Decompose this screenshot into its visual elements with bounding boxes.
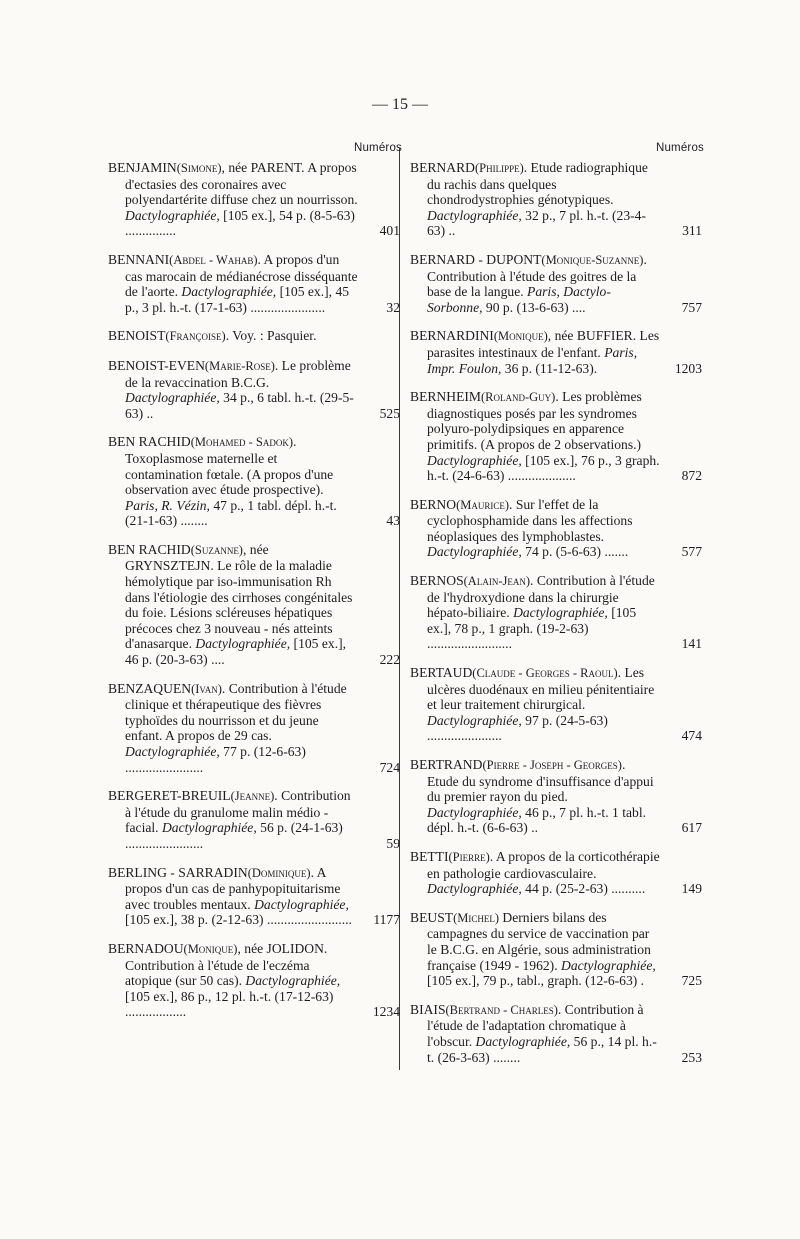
entry-title: . A propos de la corticothérapie en pathologie cardiovasculaire. bbox=[427, 848, 660, 881]
entry-details: 74 p. (5-6-63) ....... bbox=[521, 544, 629, 560]
entry-number: 757 bbox=[681, 299, 702, 315]
entry-title: . Contribution à l'étude de l'adaptation chromatique à l'obscur. bbox=[427, 1001, 644, 1049]
bibliography-entry bbox=[410, 1002, 700, 1065]
entry-publisher: Dactylographiée, bbox=[161, 820, 257, 836]
author-name: BENOIST-EVEN bbox=[108, 357, 205, 373]
entry-details: [105 ex.], 46 p. (20-3-63) .... bbox=[125, 636, 347, 668]
bibliography-entry bbox=[410, 757, 700, 836]
column-header-left: Numéros bbox=[353, 142, 402, 154]
entry-details: 56 p. (24-1-63) ....................... bbox=[125, 820, 343, 851]
entry-publisher: Dactylographiée, bbox=[513, 605, 608, 621]
entry-publisher: Dactylographiée, bbox=[427, 881, 522, 897]
entry-publisher: Dactylographiée, bbox=[125, 207, 220, 223]
entry-number: 1177 bbox=[373, 912, 400, 928]
author-name: BERLING - SARRADIN bbox=[108, 864, 248, 880]
entry-title: . Voy. : bbox=[225, 328, 268, 344]
entry-title: . A propos d'un cas marocain de médianécrose disséquante de l'aorte. bbox=[125, 251, 358, 300]
entry-publisher: Dactylographiée, bbox=[427, 544, 522, 560]
entry-title: Derniers bilans des campagnes du service de vaccination par le B.C.G. en Algérie, sous administration française (1949 - 1962). bbox=[427, 909, 651, 973]
author-given-name: (Suzanne) bbox=[190, 542, 243, 557]
author-name: BEN RACHID bbox=[108, 434, 191, 450]
entry-publisher: Dactylographiée, bbox=[427, 804, 522, 820]
bibliography-entry bbox=[108, 328, 398, 345]
entry-number: 474 bbox=[681, 728, 702, 744]
right-column bbox=[410, 142, 704, 1078]
entry-title: . Contribution à l'étude clinique et thérapeutique des fièvres typhoïdes du nourrisson et du jeune enfant. A propos de 29 cas. bbox=[125, 680, 347, 744]
entry-details: 34 p., 6 tabl. h.-t. (29-5-63) .. bbox=[125, 390, 354, 421]
author-given-name: (Jeanne) bbox=[230, 789, 275, 804]
bibliography-entry bbox=[410, 573, 700, 652]
entry-details: 46 p., 7 pl. h.-t. 1 tabl. dépl. h.-t. (6-6-63) .. bbox=[427, 804, 646, 836]
entry-number: 724 bbox=[379, 759, 400, 775]
author-given-name: (Françoise) bbox=[165, 329, 226, 344]
author-given-name: (Bertrand - Charles) bbox=[445, 1002, 558, 1017]
author-name: BENOIST bbox=[108, 328, 166, 344]
left-entry-list bbox=[108, 160, 398, 1020]
entry-details: [105 ex.], 38 p. (2-12-63) ......................... bbox=[125, 912, 352, 928]
entry-title: , née JOLIDON. Contribution à l'étude de l'eczéma atopique (sur 50 cas). bbox=[125, 940, 328, 989]
entry-number: 59 bbox=[386, 835, 400, 851]
author-given-name: (Simone) bbox=[176, 161, 222, 175]
entry-details: 90 p. (13-6-63) .... bbox=[482, 299, 586, 315]
entry-publisher: Dactylographiée, bbox=[427, 207, 522, 223]
entry-details: [105 ex.], 76 p., 3 graph. h.-t. (24-6-63) .................... bbox=[427, 452, 660, 484]
author-name: BERNADOU bbox=[108, 940, 184, 956]
column-divider bbox=[399, 148, 400, 1070]
entry-details: 32 p., 7 pl. h.-t. (23-4-63) .. bbox=[427, 207, 646, 239]
entry-number: 401 bbox=[379, 223, 400, 239]
author-name: BENZAQUEN bbox=[108, 680, 192, 696]
author-name: BERGERET-BREUIL bbox=[108, 788, 231, 804]
author-given-name: (Abdel - Wahab) bbox=[169, 252, 258, 267]
author-given-name: (Maurice) bbox=[456, 497, 510, 512]
entry-title: , née GRYNSZTEJN. Le rôle de la maladie hémolytique par iso-immunisation Rh dans l'étiologie des cirrhoses congénitales du foie. Lésions scléreuses hépatiques précoces chez 3 nouveau - nés atteints d'anasarque. bbox=[125, 541, 353, 652]
bibliography-entry bbox=[410, 849, 700, 897]
entry-title: . Les problèmes diagnostiques posés par les syndromes polyuro-polydipsiques en apparence primitifs. (A propos de 2 observations.) bbox=[427, 389, 642, 452]
entry-number: 1234 bbox=[372, 1004, 400, 1020]
left-column bbox=[108, 142, 402, 1033]
author-name: BERNARD bbox=[410, 160, 475, 175]
entry-number: 577 bbox=[681, 544, 702, 560]
entry-title: . Contribution à l'étude de l'hydroxydione dans la chirurgie hépato-biliaire. bbox=[427, 573, 655, 621]
entry-details: [105 ex.], 86 p., 12 pl. h.-t. (17-12-63) .................. bbox=[125, 988, 334, 1020]
column-header-right: Numéros bbox=[655, 142, 704, 154]
bibliography-entry bbox=[410, 665, 700, 744]
entry-number: 311 bbox=[682, 223, 702, 239]
entry-title: . Contribution à l'étude du granulome malin médio - facial. bbox=[125, 788, 351, 836]
author-name: BENJAMIN bbox=[108, 160, 177, 175]
entry-publisher: Paris, Impr. Foulon, bbox=[427, 344, 638, 376]
entry-number: 149 bbox=[681, 881, 702, 897]
entry-publisher: Dactylographiée, bbox=[245, 973, 341, 989]
author-given-name: (Ivan) bbox=[191, 681, 222, 696]
entry-number: 141 bbox=[681, 636, 702, 652]
entry-number: 222 bbox=[379, 652, 400, 668]
author-given-name: (Roland-Guy) bbox=[481, 390, 556, 405]
entry-title: . Sur l'effet de la cyclophosphamide dans les affections néoplasiques des lymphoblastes. bbox=[427, 496, 633, 544]
author-given-name: (Marie-Rose) bbox=[204, 358, 275, 373]
bibliography-entry bbox=[108, 434, 398, 529]
author-name: BEN RACHID bbox=[108, 541, 191, 557]
bibliography-entry bbox=[108, 681, 398, 776]
entry-number: 617 bbox=[681, 820, 702, 836]
bibliography-entry bbox=[410, 497, 700, 560]
entry-details: [105 ex.], 78 p., 1 graph. (19-2-63) ......................... bbox=[427, 605, 637, 652]
entry-details: 36 p. (11-12-63). bbox=[501, 360, 598, 376]
author-name: BETTI bbox=[410, 848, 449, 864]
bibliography-entry bbox=[410, 389, 700, 484]
bibliography-entry bbox=[410, 252, 700, 315]
author-given-name: (Philippe) bbox=[474, 161, 524, 175]
bibliography-entry bbox=[410, 910, 700, 989]
entry-details: [105 ex.], 54 p. (8-5-63) ............... bbox=[125, 207, 355, 239]
author-given-name: (Monique) bbox=[493, 329, 548, 344]
entry-number: 1203 bbox=[674, 360, 702, 376]
entry-number: 725 bbox=[681, 973, 702, 989]
entry-details: 77 p. (12-6-63) ....................... bbox=[125, 744, 306, 775]
entry-number: 32 bbox=[386, 299, 400, 315]
entry-title: . A propos d'un cas de panhypopituitarisme avec troubles mentaux. bbox=[125, 864, 341, 912]
bibliography-entry bbox=[108, 542, 398, 668]
author-given-name: (Michel) bbox=[453, 910, 499, 925]
author-given-name: (Mohamed - Sadok) bbox=[190, 435, 294, 450]
entry-publisher: Dactylographiée, bbox=[254, 896, 349, 912]
entry-title: . Etude radiographique du rachis dans quelques chondrodystrophies génotypiques. bbox=[427, 160, 648, 208]
entry-publisher: Paris, R. Vézin, bbox=[125, 497, 210, 513]
author-name: BERTAUD bbox=[410, 665, 473, 681]
author-name: BIAIS bbox=[410, 1001, 446, 1017]
entry-title: . Toxoplasmose maternelle et contamination fœtale. (A propos d'une observation avec étude prospective). bbox=[125, 434, 334, 498]
entry-number: 253 bbox=[681, 1049, 702, 1065]
entry-publisher: Dactylographiée, bbox=[181, 284, 277, 300]
entry-details: 47 p., 1 tabl. dépl. h.-t. (21-1-63) ........ bbox=[125, 497, 337, 529]
bibliography-entry bbox=[108, 788, 398, 851]
entry-details: 97 p. (24-5-63) ...................... bbox=[427, 712, 608, 744]
entry-details: [105 ex.], 79 p., tabl., graph. (12-6-63) . bbox=[427, 973, 645, 989]
entry-publisher: Dactylographiée, bbox=[125, 744, 220, 759]
entry-details: [105 ex.], 45 p., 3 pl. h.-t. (17-1-63) ...................... bbox=[125, 284, 350, 315]
author-name: BENNANI bbox=[108, 251, 170, 267]
author-given-name: (Alain-Jean) bbox=[463, 574, 531, 589]
entry-publisher: Dactylographiée, bbox=[475, 1033, 571, 1049]
entry-details: 56 p., 14 pl. h.-t. (26-3-63) ........ bbox=[427, 1033, 657, 1065]
author-given-name: (Claude - Georges - Raoul) bbox=[472, 666, 618, 681]
bibliography-entry bbox=[410, 160, 700, 239]
right-entry-list bbox=[410, 160, 700, 1065]
author-name: BERNO bbox=[410, 496, 457, 512]
entry-publisher: Dactylographiée, bbox=[561, 957, 656, 973]
bibliography-entry bbox=[108, 941, 398, 1020]
author-name: BERNARDINI bbox=[410, 328, 494, 344]
entry-publisher: Paris, Dactylo-Sorbonne, bbox=[427, 284, 611, 315]
entry-publisher: Dactylographiée, bbox=[125, 390, 220, 406]
entry-publisher: Dactylographiée, bbox=[427, 452, 522, 468]
author-given-name: (Monique-Suzanne) bbox=[541, 252, 644, 267]
page-number: — 15 — bbox=[372, 96, 428, 113]
entry-details: 44 p. (25-2-63) .......... bbox=[521, 881, 646, 897]
author-given-name: (Pierre) bbox=[448, 849, 490, 864]
entry-title: . Les ulcères duodénaux en milieu pénitentiaire et leur traitement chirurgical. bbox=[427, 665, 655, 713]
bibliography-entry bbox=[108, 160, 398, 239]
author-name: BEUST bbox=[410, 909, 454, 925]
entry-title: . Le problème de la revaccination B.C.G. bbox=[125, 357, 351, 390]
entry-details: Pasquier. bbox=[267, 328, 317, 344]
author-given-name: (Pierre - Joseph - Georges) bbox=[482, 758, 622, 772]
bibliography-entry bbox=[108, 252, 398, 315]
author-name: BERTRAND bbox=[410, 757, 483, 772]
entry-publisher: Dactylographiée, bbox=[427, 712, 522, 728]
entry-publisher: Dactylographiée, bbox=[195, 636, 291, 652]
entry-number: 525 bbox=[379, 405, 400, 421]
bibliography-entry bbox=[108, 358, 398, 421]
entry-title: , née BUFFIER. Les parasites intestinaux de l'enfant. bbox=[427, 328, 660, 360]
author-given-name: (Dominique) bbox=[247, 865, 311, 880]
entry-title: , née PARENT. A propos d'ectasies des coronaires avec polyendartérite diffuse chez un nourrisson. bbox=[125, 160, 358, 208]
author-name: BERNARD - DUPONT bbox=[410, 251, 542, 267]
author-given-name: (Monique) bbox=[183, 941, 238, 956]
entry-number: 872 bbox=[681, 468, 702, 484]
entry-title: . Contribution à l'étude des goitres de la base de la langue. bbox=[427, 251, 647, 300]
entry-number: 43 bbox=[386, 513, 400, 529]
author-name: BERNOS bbox=[410, 573, 464, 589]
entry-title: . Etude du syndrome d'insuffisance d'appui du premier rayon du pied. bbox=[427, 757, 654, 805]
author-name: BERNHEIM bbox=[410, 389, 481, 405]
bibliography-entry bbox=[410, 328, 700, 376]
bibliography-entry bbox=[108, 865, 398, 928]
